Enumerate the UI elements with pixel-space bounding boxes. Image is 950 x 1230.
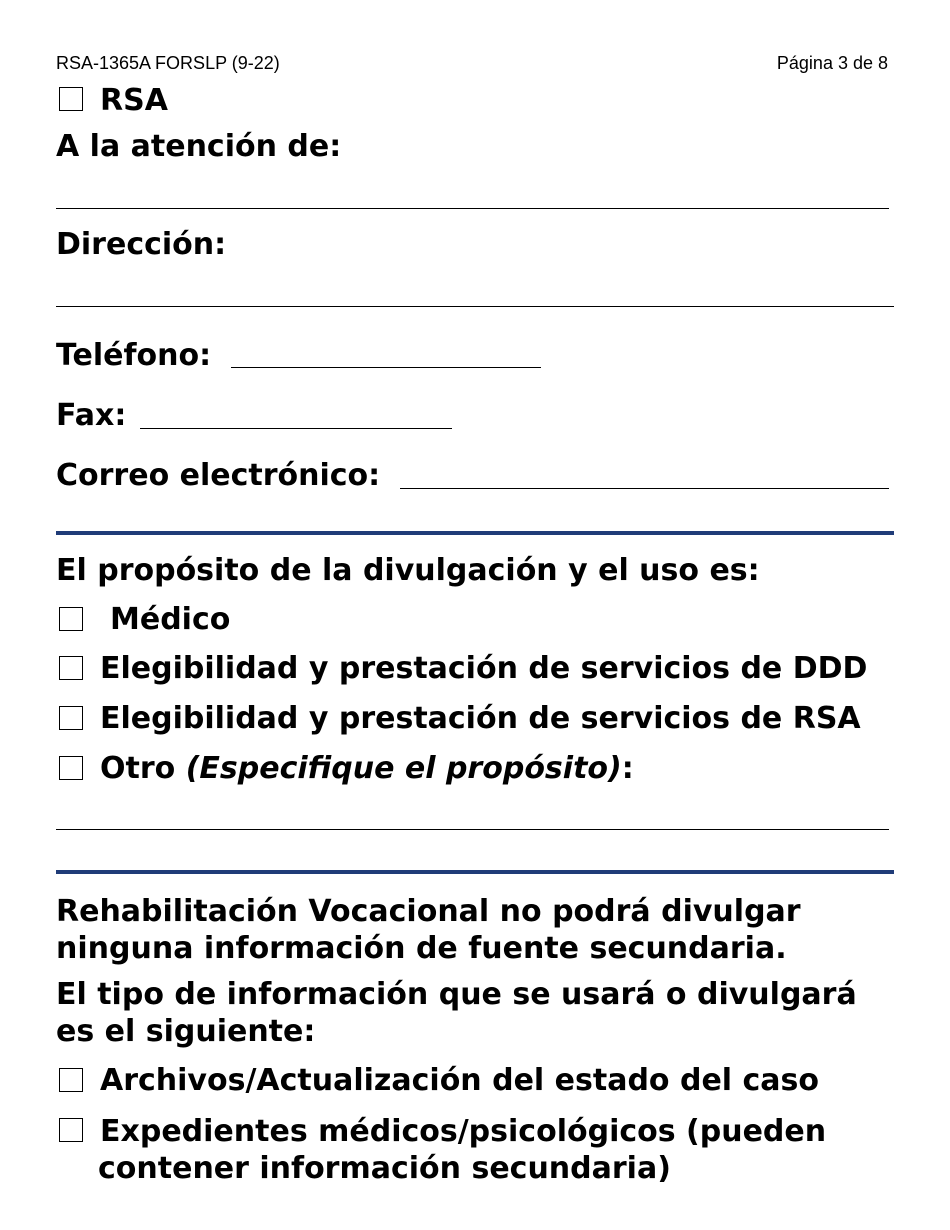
other-label [100,751,634,787]
address-label: Dirección: [56,227,227,262]
page-number: Página 3 de 8 [776,53,888,73]
section-divider [56,531,894,535]
other-prefix: Otro [100,751,186,786]
phone-field[interactable] [231,367,541,368]
email-label: Correo electrónico: [56,458,381,493]
notice-line-1: Rehabilitación Vocacional no podrá divulgar [56,894,801,929]
info-type-line-1: El tipo de información que se usará o divulgará [56,977,857,1012]
medical-records-line-2: contener información secundaria) [98,1151,671,1186]
notice-text [56,893,801,967]
medical-records-checkbox[interactable] [59,1118,83,1142]
case-files-label: Archivos/Actualización del estado del caso [100,1063,820,1098]
rsa-checkbox[interactable] [59,87,83,111]
info-type-heading [56,976,857,1050]
rsa-label: RSA [100,83,168,118]
email-field[interactable] [400,488,889,489]
purpose-heading: El propósito de la divulgación y el uso es: [56,553,760,588]
other-suffix: : [621,751,634,786]
medical-records-label [100,1113,826,1187]
medical-label: Médico [110,602,231,637]
other-purpose-field[interactable] [56,829,889,830]
medical-checkbox[interactable] [59,607,83,631]
info-type-line-2: es el siguiente: [56,1014,316,1049]
fax-label: Fax: [56,398,127,433]
ddd-label: Elegibilidad y prestación de servicios de DDD [100,651,868,686]
attention-label: A la atención de: [56,129,342,164]
address-field[interactable] [56,306,894,307]
rsa-services-checkbox[interactable] [59,706,83,730]
case-files-checkbox[interactable] [59,1068,83,1092]
phone-label: Teléfono: [56,338,212,373]
notice-line-2: ninguna información de fuente secundaria. [56,931,787,966]
ddd-checkbox[interactable] [59,656,83,680]
other-specify: (Especifique el propósito) [185,751,622,786]
fax-field[interactable] [140,428,452,429]
medical-records-line-1: Expedientes médicos/psicológicos (pueden [100,1114,827,1149]
attention-field[interactable] [56,208,889,209]
other-checkbox[interactable] [59,756,83,780]
form-id: RSA-1365A FORSLP (9-22) [56,53,280,73]
section-divider [56,870,894,874]
rsa-services-label: Elegibilidad y prestación de servicios de RSA [100,701,861,736]
